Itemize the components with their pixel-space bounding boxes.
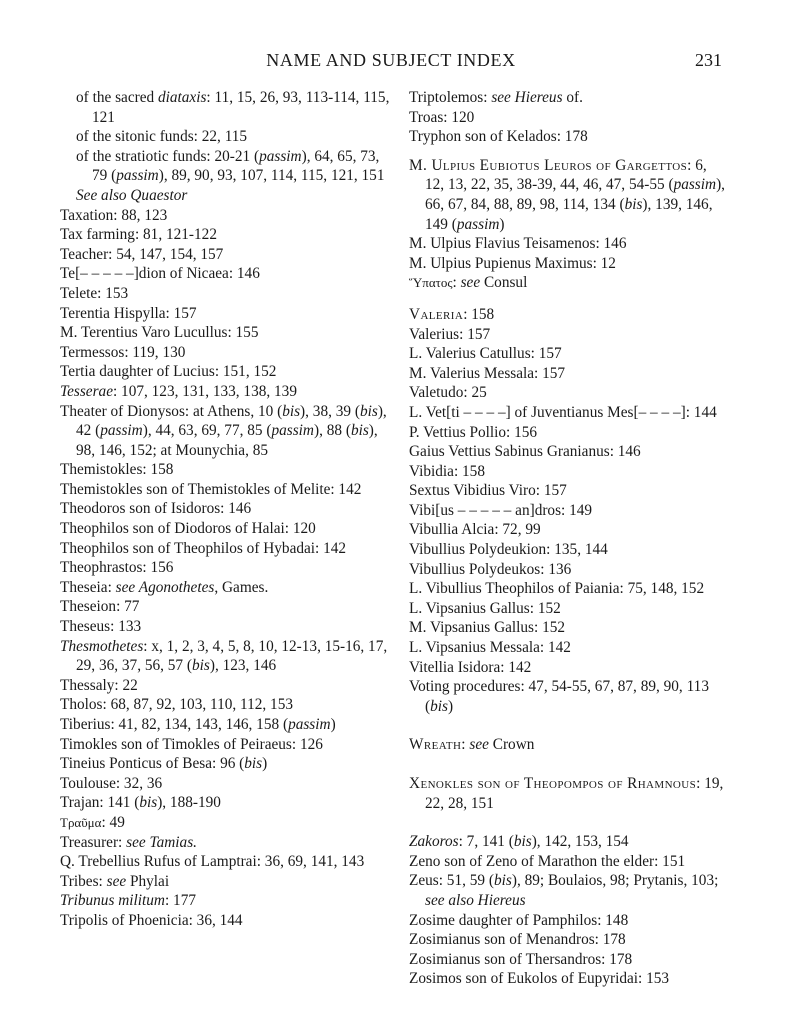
entry-text: Zosimos son of Eukolos of Eupyridai: 153 [409, 970, 670, 988]
index-entry [409, 344, 725, 364]
index-entry [60, 304, 396, 324]
index-entry [60, 774, 396, 794]
entry-text: Wreath [409, 736, 462, 754]
index-entry [409, 273, 725, 293]
entry-text: Zosime daughter of Pamphilos: 148 [409, 911, 629, 929]
entry-text: Theodoros son of Isidoros: 146 [60, 500, 252, 518]
index-entry [60, 833, 396, 853]
index-entry [409, 658, 725, 678]
entry-text: of. [562, 89, 583, 106]
entry-text: L. Valerius Catullus: 157 [409, 345, 562, 363]
entry-text: Telete: 153 [60, 284, 129, 302]
index-column-right [409, 88, 725, 989]
entry-text: see Tamias. [126, 833, 197, 851]
index-entry [409, 501, 725, 521]
index-entry [60, 362, 396, 382]
entry-text: passim [116, 167, 159, 185]
index-entry [409, 127, 725, 147]
entry-text: Toulouse: 32, 36 [60, 774, 163, 792]
entry-text: ), 142, 153, 154 [531, 833, 629, 851]
entry-text: bis [350, 422, 369, 440]
entry-text: Theophrastos: 156 [60, 559, 174, 577]
index-entry [409, 364, 725, 384]
entry-text: bis [624, 195, 643, 213]
index-entry [60, 852, 396, 872]
index-entry [409, 325, 725, 345]
entry-text: Tesserae [60, 382, 113, 400]
page-number: 231 [695, 50, 722, 70]
entry-text: Triptolemos: [409, 89, 492, 106]
running-head: NAME AND SUBJECT INDEX [266, 50, 516, 70]
entry-text: ), 89, 90, 93, 107, 114, 115, 121, 151 [158, 167, 385, 185]
index-entry [60, 597, 396, 617]
entry-text: of the stratiotic funds: 20-21 ( [76, 147, 260, 165]
entry-text: Zakoros [409, 833, 459, 851]
entry-text: Vibullius Polydeukos: 136 [409, 560, 572, 578]
index-entry [60, 793, 396, 813]
entry-text: L. Vipsanius Messala: 142 [409, 639, 571, 657]
entry-text: Theophilos son of Theophilos of Hybadai: 142 [60, 539, 347, 557]
entry-text: : 107, 123, 131, 133, 138, 139 [112, 382, 297, 400]
index-entry [60, 264, 396, 284]
index-entry [60, 206, 396, 226]
index-entry [409, 832, 725, 852]
entry-text: M. Ulpius Flavius Teisamenos: 146 [409, 235, 627, 253]
entry-text: see Hiereus [491, 89, 563, 106]
entry-text: ), 66, 67, 84, 88, 89, 98, 114, 134 ( [425, 176, 725, 213]
entry-text: bis [244, 755, 263, 773]
index-subentry [60, 88, 396, 127]
entry-text: passim [456, 215, 500, 233]
index-entry [409, 520, 725, 540]
entry-text: ), 98, 146, 152; at Mounychia, 85 [76, 422, 378, 459]
entry-text: Tryphon son of Kelados: 178 [409, 128, 588, 146]
index-entry [60, 735, 396, 755]
index-entry [409, 305, 725, 325]
index-entry [409, 579, 725, 599]
entry-text: Tertia daughter of Lucius: 151, 152 [60, 363, 277, 381]
index-entry [60, 695, 396, 715]
entry-text: Phylai [126, 872, 170, 890]
entry-text: Zeno son of Zeno of Marathon the elder: 151 [409, 852, 686, 870]
entry-text: M. Valerius Messala: 157 [409, 364, 566, 382]
entry-text: : 177 [164, 892, 197, 910]
entry-text: Termessos: 119, 130 [60, 343, 186, 361]
entry-text: Troas: 120 [409, 108, 475, 126]
entry-text: Vibidia: 158 [409, 462, 485, 480]
entry-text: L. Vibullius Theophilos of Paiania: 75, 148, 152 [409, 580, 705, 598]
entry-text: ) [330, 716, 336, 733]
entry-text: Zeus: 51, 59 ( [409, 872, 494, 890]
entry-text: see also Hiereus [425, 891, 526, 909]
entry-text: Valetudo: 25 [409, 384, 487, 402]
index-entry [60, 558, 396, 578]
index-entry [409, 735, 725, 755]
index-entry [409, 88, 725, 108]
entry-text: Theater of Dionysos: at Athens, 10 ( [60, 402, 283, 420]
entry-text: ), 89; Boulaios, 98; Prytanis, 103; [511, 872, 719, 890]
index-entry [409, 462, 725, 482]
entry-text: L. Vipsanius Gallus: 152 [409, 599, 561, 617]
entry-text: Crown [488, 736, 535, 754]
entry-text: : 158 [463, 305, 495, 323]
entry-text: Ὕπατος [409, 275, 453, 291]
entry-text: Theseus: 133 [60, 618, 142, 636]
entry-text: Vibi[us – – – – – an]dros: 149 [409, 501, 593, 519]
index-entry [60, 499, 396, 519]
entry-text: passim [673, 176, 717, 194]
entry-text: see [460, 274, 481, 292]
index-entry [409, 540, 725, 560]
entry-text: : 7, 141 ( [458, 833, 514, 851]
index-entry [60, 715, 396, 735]
entry-text: bis [192, 657, 210, 675]
entry-text: M. Ulpius Eubiotus Leuros of Gargettos [409, 156, 688, 174]
entry-text: Teacher: 54, 147, 154, 157 [60, 245, 224, 263]
entry-text: Theseia: [60, 578, 116, 596]
index-entry [409, 156, 725, 234]
page-header [60, 50, 722, 74]
index-entry [409, 234, 725, 254]
entry-text: Terentia Hispylla: 157 [60, 304, 197, 322]
entry-text: ) [262, 755, 268, 773]
entry-text: ), 139, 146, 149 ( [425, 195, 713, 233]
entry-text: Valeria [409, 305, 464, 323]
entry-text: ) [447, 697, 454, 715]
index-entry [60, 676, 396, 696]
index-entry [409, 930, 725, 950]
entry-text: Themistokles son of Themistokles of Melite: 142 [60, 480, 362, 498]
entry-text: Timokles son of Timokles of Peiraeus: 126 [60, 735, 323, 753]
entry-text: : [461, 736, 470, 754]
entry-text: Taxation: 88, 123 [60, 206, 168, 224]
index-entry [409, 442, 725, 462]
index-entry [60, 637, 396, 676]
entry-text: ), 88 ( [313, 422, 351, 440]
entry-text: see [106, 872, 127, 890]
index-entry [409, 969, 725, 989]
entry-text: passim [100, 422, 143, 440]
entry-text: Q. Trebellius Rufus of Lamptrai: 36, 69, 141, 143 [60, 853, 365, 871]
entry-text: bis [430, 697, 448, 715]
entry-text: Vibullia Alcia: 72, 99 [409, 521, 541, 539]
index-entry [60, 891, 396, 911]
entry-text: Tripolis of Phoenicia: 36, 144 [60, 911, 243, 929]
entry-text: Te[– – – – –]dion of Nicaea: 146 [60, 265, 260, 283]
entry-text: Treasurer: [60, 833, 127, 851]
entry-text: passim [288, 716, 331, 733]
entry-text: bis [513, 833, 532, 851]
index-entry [409, 108, 725, 128]
entry-text: ), 42 ( [76, 402, 387, 440]
entry-text: P. Vettius Pollio: 156 [409, 423, 538, 441]
entry-text: ), 188-190 [157, 794, 221, 812]
entry-text: : [452, 274, 461, 292]
entry-text: passim [271, 422, 314, 440]
entry-text: : x, 1, 2, 3, 4, 5, 8, 10, 12-13, 15-16, 17, 29, 36, 37, 56, 57 ( [76, 637, 388, 675]
entry-text: bis [493, 872, 512, 890]
index-entry [409, 403, 725, 423]
entry-text: ), 44, 63, 69, 77, 85 ( [142, 422, 272, 440]
index-entry [409, 560, 725, 580]
entry-text: M. Ulpius Pupienus Maximus: 12 [409, 254, 616, 272]
entry-text: bis [282, 402, 301, 420]
index-subentry [60, 147, 396, 186]
entry-text: : 11, 15, 26, 93, 113-114, 115, 121 [92, 89, 390, 126]
entry-text: Tribes: [60, 872, 107, 890]
entry-text: Trajan: 141 ( [60, 794, 140, 812]
index-entry [409, 383, 725, 403]
index-entry [409, 871, 725, 910]
index-entry [60, 480, 396, 500]
index-entry [60, 460, 396, 480]
index-entry [60, 539, 396, 559]
entry-text: See also Quaestor [76, 186, 188, 204]
index-column-left [60, 88, 396, 931]
entry-text: passim [259, 147, 302, 165]
entry-text: diataxis [157, 89, 207, 106]
index-entry [60, 578, 396, 598]
entry-text: L. Vet[ti – – – –] of Juventianus Mes[– – – –]: 144 [409, 403, 717, 421]
index-entry [409, 638, 725, 658]
entry-text: see [469, 736, 489, 754]
index-entry [409, 911, 725, 931]
entry-text: Voting procedures: 47, 54-55, 67, 87, 89, 90, 113 ( [409, 678, 709, 715]
index-entry [409, 254, 725, 274]
entry-text: Tiberius: 41, 82, 134, 143, 146, 158 ( [60, 716, 289, 733]
index-entry [60, 754, 396, 774]
index-entry [60, 872, 396, 892]
entry-text: bis [359, 402, 378, 420]
entry-text: : 19, 22, 28, 151 [425, 775, 724, 812]
index-entry [409, 481, 725, 501]
entry-text: Theseion: 77 [60, 598, 140, 616]
entry-text: Theophilos son of Diodoros of Halai: 120 [60, 520, 316, 538]
index-entry [60, 245, 396, 265]
entry-text: bis [139, 794, 158, 812]
index-entry [60, 813, 396, 833]
entry-text: Τραῦμα [60, 814, 102, 830]
entry-text: Tholos: 68, 87, 92, 103, 110, 112, 153 [60, 696, 293, 714]
index-entry [409, 618, 725, 638]
entry-text: Zosimianus son of Menandros: 178 [409, 931, 626, 949]
entry-text: Tax farming: 81, 121-122 [60, 226, 217, 244]
entry-text: , Games. [214, 578, 269, 596]
entry-text: ) [499, 215, 505, 233]
entry-text: ), 123, 146 [209, 657, 277, 675]
index-entry [60, 911, 396, 931]
entry-text: : 49 [101, 813, 125, 831]
entry-text: Vibullius Polydeukion: 135, 144 [409, 541, 608, 559]
entry-text: Themistokles: 158 [60, 461, 174, 479]
entry-text: Sextus Vibidius Viro: 157 [409, 482, 567, 500]
index-subentry [60, 186, 396, 206]
index-entry [60, 284, 396, 304]
entry-text: : 6, 12, 13, 22, 35, 38-39, 44, 46, 47, 54-55 ( [425, 156, 707, 194]
index-entry [409, 677, 725, 716]
index-subentry [60, 127, 396, 147]
entry-text: of the sacred [76, 89, 158, 106]
index-entry [409, 950, 725, 970]
entry-text: see Agonothetes [115, 578, 215, 596]
index-entry [60, 519, 396, 539]
entry-text: Consul [480, 274, 528, 292]
entry-text: Thessaly: 22 [60, 676, 138, 694]
entry-text: M. Vipsanius Gallus: 152 [409, 619, 566, 637]
entry-text: Xenokles son of Theopompos of Rhamnous [409, 775, 697, 792]
index-entry [409, 774, 725, 813]
index-entry [60, 402, 396, 461]
index-entry [409, 852, 725, 872]
index-entry [60, 382, 396, 402]
index-entry [60, 225, 396, 245]
entry-text: Tribunus militum [60, 892, 165, 910]
entry-text: Vitellia Isidora: 142 [409, 658, 532, 676]
index-entry [60, 343, 396, 363]
entry-text: ), 38, 39 ( [300, 402, 360, 420]
index-entry [60, 617, 396, 637]
entry-text: Tineius Ponticus of Besa: 96 ( [60, 755, 245, 773]
entry-text: Gaius Vettius Sabinus Granianus: 146 [409, 443, 641, 461]
index-entry [409, 423, 725, 443]
entry-text: ), 64, 65, 73, 79 ( [92, 147, 380, 185]
entry-text: of the sitonic funds: 22, 115 [76, 128, 248, 146]
index-entry [409, 599, 725, 619]
entry-text: Zosimianus son of Thersandros: 178 [409, 950, 633, 968]
entry-text: Thesmothetes [60, 637, 144, 655]
index-entry [60, 323, 396, 343]
entry-text: Valerius: 157 [409, 325, 491, 343]
entry-text: M. Terentius Varo Lucullus: 155 [60, 324, 259, 342]
